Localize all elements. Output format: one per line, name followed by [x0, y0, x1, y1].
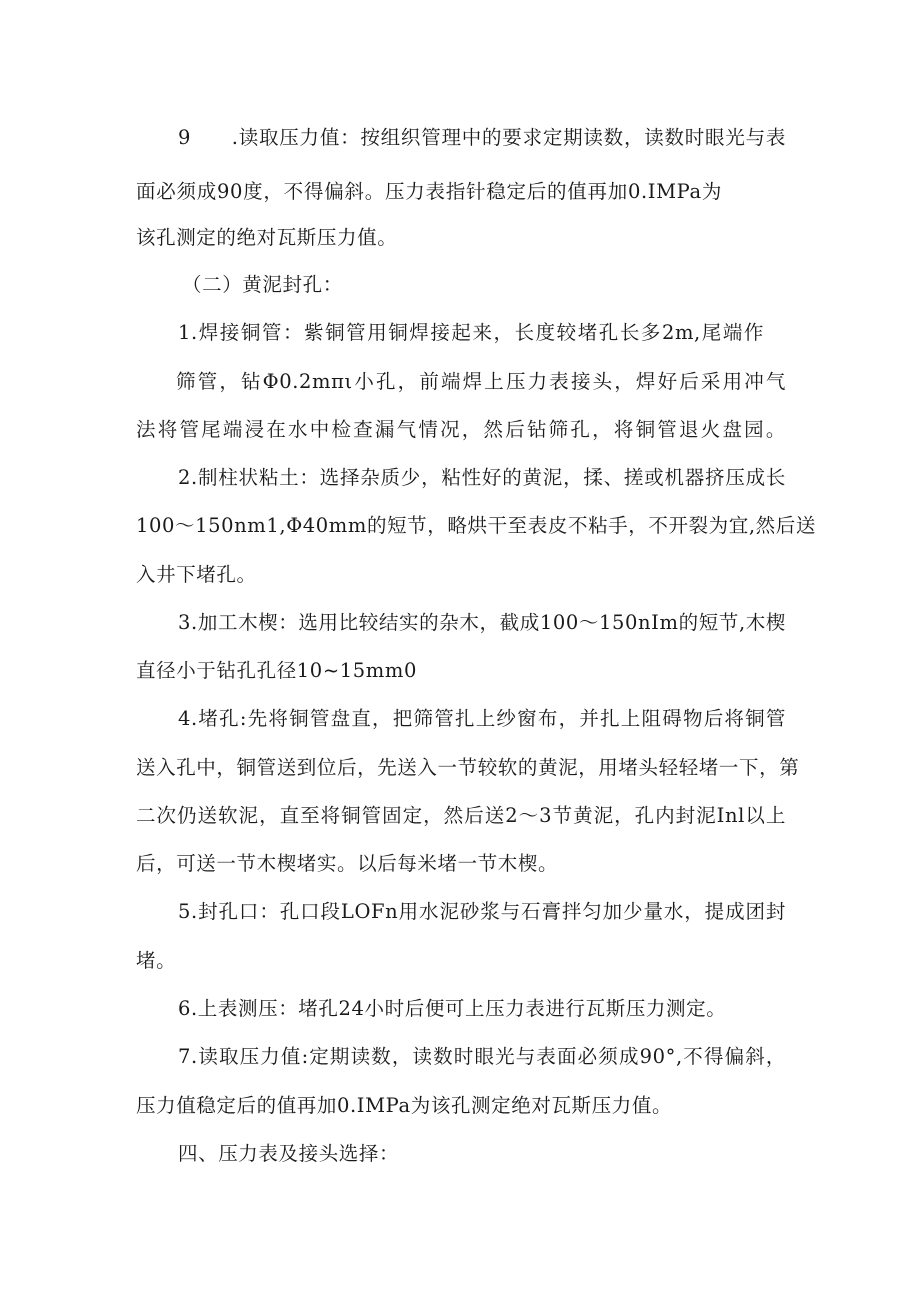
step-1-line-3: 法将管尾端浸在水中检查漏气情况，然后钻筛孔，将铜管退火盘园。	[136, 418, 786, 441]
paragraph-9-line-2: 面必须成90度，不得偏斜。压力表指针稳定后的值再加0.IMPa为	[136, 180, 722, 203]
step-7-line-2: 压力值稳定后的值再加0.IMPa为该孔测定绝对瓦斯压力值。	[136, 1094, 673, 1117]
step-2-line-1: 2.制柱状粘土：选择杂质少，粘性好的黄泥，揉、搓或机器挤压成长	[178, 466, 786, 489]
step-3-line-2: 直径小于钻孔孔径10~15mm0	[136, 659, 417, 682]
step-1-line-2: 筛管，钻Φ0.2mπι小孔，前端焊上压力表接头，焊好后采用冲气	[176, 370, 786, 393]
step-2-line-3: 入井下堵孔。	[136, 563, 257, 586]
step-3-line-1: 3.加工木楔：选用比较结实的杂木，截成100～150nIm的短节,木楔	[178, 611, 786, 634]
section-heading-clay-sealing: （二）黄泥封孔：	[182, 273, 343, 296]
step-1-line-1: 1.焊接铜管：紫铜管用铜焊接起来，长度较堵孔长多2m,尾端作	[178, 321, 764, 344]
section-heading-pressure-gauge: 四、压力表及接头选择：	[178, 1142, 400, 1165]
step-5-line-2: 堵。	[136, 949, 177, 972]
paragraph-9-line-1: 9 .读取压力值：按组织管理中的要求定期读数，读数时眼光与表	[178, 126, 786, 149]
step-6-line-1: 6.上表测压：堵孔24小时后便可上压力表进行瓦斯压力测定。	[178, 997, 727, 1020]
step-4-line-1: 4.堵孔:先将铜管盘直，把筛管扎上纱窗布，并扎上阻碍物后将铜管	[178, 707, 786, 730]
step-4-line-2: 送入孔中，铜管送到位后，先送入一节较软的黄泥，用堵头轻轻堵一下，第	[136, 756, 800, 779]
step-2-line-2: 100～150nm1,Φ40mm的短节，略烘干至表皮不粘手，不开裂为宜,然后送	[136, 514, 816, 537]
step-7-line-1: 7.读取压力值:定期读数，读数时眼光与表面必须成90°,不得偏斜，	[178, 1045, 786, 1068]
step-5-line-1: 5.封孔口：孔口段LOFn用水泥砂浆与石膏拌匀加少量水，提成团封	[178, 900, 786, 923]
paragraph-9-line-3: 该孔测定的绝对瓦斯压力值。	[136, 226, 398, 249]
step-4-line-3: 二次仍送软泥，直至将铜管固定，然后送2～3节黄泥，孔内封泥Inl以上	[136, 804, 786, 827]
step-4-line-4: 后，可送一节木楔堵实。以后每米堵一节木楔。	[136, 852, 559, 875]
